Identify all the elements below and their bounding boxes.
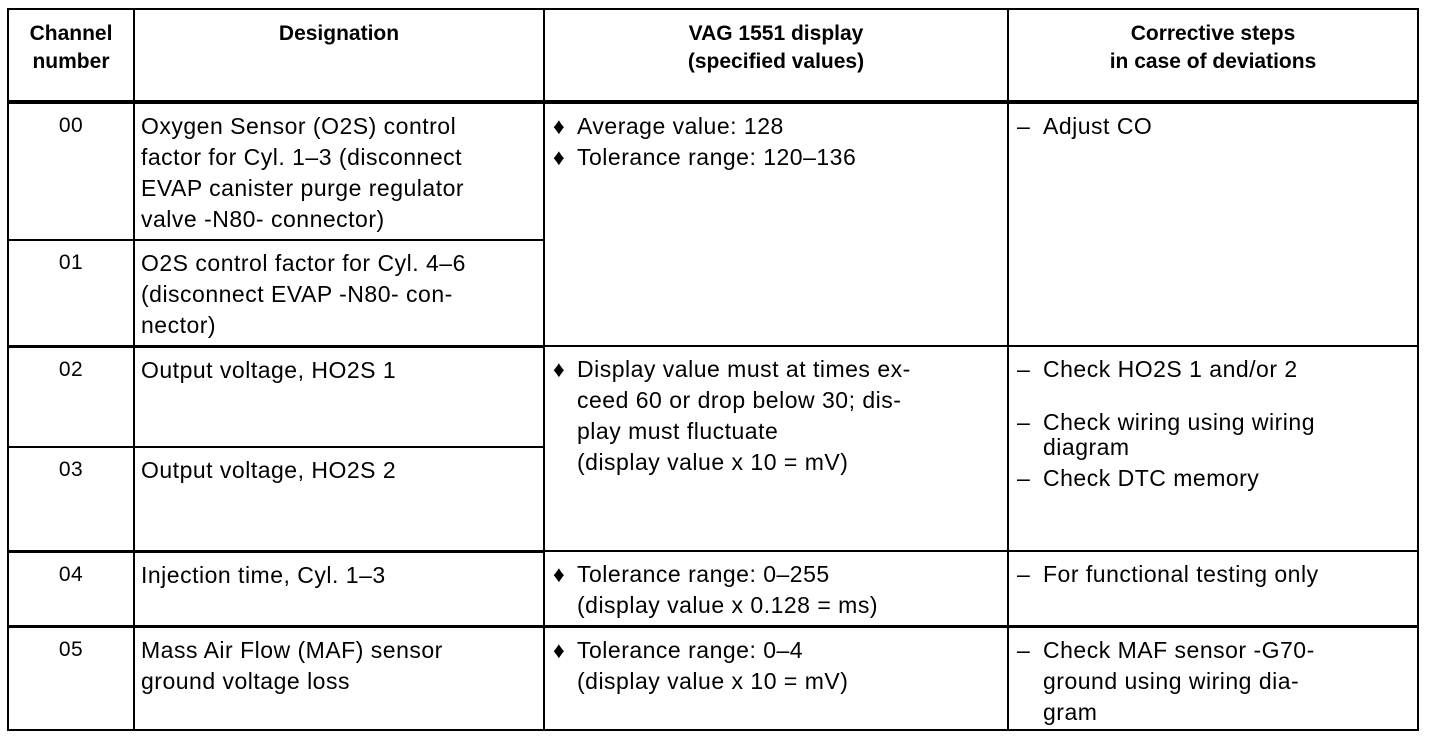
step-item: – Check wiring using wiring	[1017, 407, 1409, 438]
channel-cell: 01	[8, 240, 134, 346]
bullet-icon: ♦	[553, 356, 566, 382]
corrective-cell	[1008, 102, 1418, 346]
step-item: – Adjust CO	[1017, 111, 1409, 142]
display-cell	[544, 102, 1008, 346]
channel-cell: 04	[8, 551, 134, 626]
table-row-02	[8, 346, 1418, 447]
header-display: VAG 1551 display (specified values)	[544, 9, 1008, 102]
header-corrective: Corrective steps in case of deviations	[1008, 9, 1418, 102]
bullet-item: ♦ Tolerance range: 120–136	[553, 142, 999, 173]
display-cell: ♦ Tolerance range: 0–4 (display value x 10 = mV)	[544, 626, 1008, 730]
step-item: – For functional testing only	[1017, 559, 1409, 590]
table-row-00	[8, 102, 1418, 240]
display-cell: ♦ Tolerance range: 0–255 (display value x 0.128 = ms)	[544, 551, 1008, 626]
dash-icon: –	[1017, 465, 1031, 491]
designation-cell: O2S control factor for Cyl. 4–6 (disconnect EVAP -N80- con- nector)	[134, 240, 544, 346]
bullet-icon: ♦	[553, 561, 566, 587]
step-item: – Check HO2S 1 and/or 2	[1017, 354, 1409, 385]
designation-cell: Output voltage, HO2S 1	[134, 346, 544, 447]
display-cell: ♦ Display value must at times ex- ceed 60 or drop below 30; dis- play must fluctuate (display value x 10 = mV)	[544, 346, 1008, 551]
channel-cell: 03	[8, 447, 134, 551]
corrective-cell	[1008, 551, 1418, 626]
bullet-icon: ♦	[553, 113, 566, 139]
bullet-icon: ♦	[553, 636, 566, 663]
header-row	[8, 9, 1418, 102]
table-row-04	[8, 551, 1418, 626]
channel-cell: 02	[8, 346, 134, 447]
dash-icon: –	[1017, 636, 1031, 663]
dash-icon: –	[1017, 356, 1031, 382]
corrective-cell: – Check MAF sensor -G70- ground using wiring dia- gram	[1008, 626, 1418, 730]
designation-cell: Mass Air Flow (MAF) sensor ground voltage loss	[134, 626, 544, 730]
header-designation: Designation	[134, 9, 544, 102]
channel-cell: 00	[8, 102, 134, 240]
bullet-item: ♦ Display value must at times ex-	[553, 354, 999, 385]
dash-icon: –	[1017, 409, 1031, 435]
channel-cell: 05	[8, 626, 134, 730]
dash-icon: –	[1017, 113, 1031, 139]
channel-table	[7, 8, 1419, 731]
bullet-item: ♦ Tolerance range: 0–255	[553, 559, 999, 590]
corrective-cell: – Check HO2S 1 and/or 2 – Check wiring using wiring diagram – Check DTC memory	[1008, 346, 1418, 551]
designation-cell: Oxygen Sensor (O2S) control factor for Cyl. 1–3 (disconnect EVAP canister purge regulator valve -N80- connector)	[134, 102, 544, 240]
bullet-item: ♦ Average value: 128	[553, 111, 999, 142]
step-item: – Check DTC memory	[1017, 463, 1409, 494]
step-item: – Check MAF sensor -G70-	[1017, 635, 1409, 666]
bullet-item: ♦ Tolerance range: 0–4	[553, 635, 999, 666]
bullet-icon: ♦	[553, 144, 566, 170]
dash-icon: –	[1017, 561, 1031, 587]
designation-cell: Output voltage, HO2S 2	[134, 447, 544, 551]
header-channel: Channel number	[8, 9, 134, 102]
table-row-05	[8, 626, 1418, 730]
designation-cell: Injection time, Cyl. 1–3	[134, 551, 544, 626]
